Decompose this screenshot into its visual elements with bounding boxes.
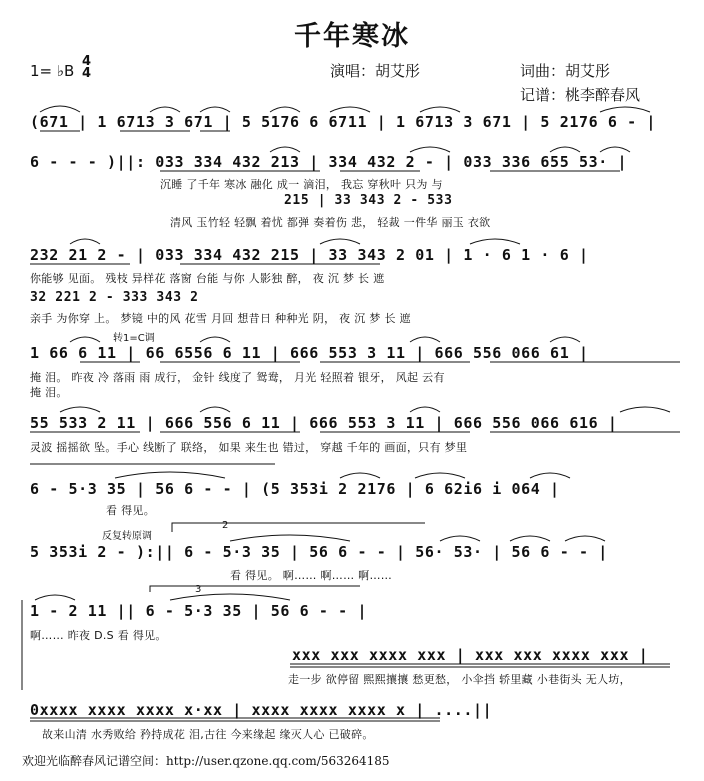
slur <box>70 239 100 244</box>
slur <box>200 337 230 342</box>
singer-credit: 演唱：胡艾彤 <box>330 62 421 80</box>
slur <box>620 407 670 412</box>
slur <box>600 107 650 112</box>
transcriber-credit: 记谱：桃李醉春风 <box>520 86 641 104</box>
lyrics-row-2b: 清风 玉竹轻 轻飘 着忧 都弹 奏着伤 悲， 轻裁 一件华 丽玉 衣欲 <box>170 216 491 229</box>
volta-2-label: 2 <box>222 520 229 531</box>
lyrics-row-5: 灵波 摇摇欲 坠。手心 线断了 联络， 如果 来生也 错过， 穿越 千年的 画面，只有 梦里 <box>30 441 468 454</box>
slur <box>415 473 465 478</box>
slur <box>115 472 225 478</box>
lyrics-row-7: 看 得见。 啊…… 啊…… 啊…… <box>230 569 393 582</box>
key-change-label: 转1=C调 <box>113 333 155 344</box>
footer-credit: 欢迎光临醉春风记谱空间：http://user.qzone.qq.com/563264185 <box>22 754 390 768</box>
score-row-6: 6 - 5·3 35 | 56 6 - - | (5 353i 2 2176 | 6 62i6 i 064 | <box>30 480 560 498</box>
rap-lyrics-1: 走一步 欲停留 熙熙攘攘 愁更愁， 小伞挡 轿里藏 小巷街头 无人坊， <box>288 673 631 686</box>
slur <box>530 473 570 478</box>
score-row-3: 232 21 2 - | 033 334 432 215 | 33 343 2 01 | 1 · 6 1 · 6 | <box>30 246 589 264</box>
slur <box>150 107 180 112</box>
composer-credit: 词曲：胡艾彤 <box>520 62 611 80</box>
score-row-2: 6 - - - )||: 033 334 432 213 | 334 432 2 - | 033 336 655 53· | <box>30 153 628 171</box>
slur <box>270 107 300 112</box>
score-row-1: (671 | 1 6713 3 671 | 5 5176 6 6711 | 1 6713 3 671 | 5 2176 6 - | <box>30 113 656 131</box>
key-signature: 1= ♭B <box>30 62 75 80</box>
slur <box>230 535 350 541</box>
slur <box>200 107 230 112</box>
slur <box>270 147 300 152</box>
lyrics-row-6: 看 得见。 <box>106 504 155 517</box>
slur <box>510 536 550 541</box>
rap-row-1: xxx xxx xxxx xxx | xxx xxx xxxx xxx | <box>292 646 649 664</box>
score-row-8: 1 - 2 11 || 6 - 5·3 35 | 56 6 - - | <box>30 602 368 620</box>
slur <box>550 147 580 152</box>
slur <box>70 337 100 342</box>
score-row-3b: 32 221 2 - 333 343 2 <box>30 290 199 305</box>
volta-bracket <box>172 523 425 532</box>
slur <box>40 106 80 112</box>
slur <box>565 536 605 541</box>
slur <box>600 147 630 152</box>
slur <box>330 107 370 112</box>
time-signature: 4 4 <box>82 54 92 81</box>
slur <box>550 337 580 342</box>
da-capo-label: 反复转原调 <box>102 531 152 542</box>
slur <box>320 239 360 244</box>
lyrics-row-3b: 亲手 为你穿 上。 梦镜 中的风 花雪 月回 想昔日 种种光 阴， 夜 沉 梦 长 遮 <box>30 312 411 325</box>
score-row-7: 5 353i 2 - ):|| 6 - 5·3 35 | 56 6 - - | 56· 53· | 56 6 - - | <box>30 543 608 561</box>
slur <box>410 147 450 152</box>
slur <box>470 239 520 244</box>
volta-bracket <box>150 586 360 592</box>
slur <box>410 337 440 342</box>
slur <box>410 407 440 412</box>
rap-lyrics-2: 故来山清 水秀败给 矜持成花 泪,古往 今来缘起 缘灭人心 已破碎。 <box>42 728 374 741</box>
volta-3-label: 3 <box>195 584 202 595</box>
lyrics-row-4: 掩 泪。 昨夜 冷 落雨 雨 成行， 金针 线度了 鸳鸯， 月光 轻照着 银牙， 风起 云有 <box>30 371 445 384</box>
slur <box>340 473 380 478</box>
rap-row-2: 0xxxx xxxx xxxx x·xx | xxxx xxxx xxxx x | ....|| <box>30 701 493 719</box>
score-row-5: 55 533 2 11 | 666 556 6 11 | 666 553 3 11 | 666 556 066 616 | <box>30 414 618 432</box>
slur <box>35 595 75 600</box>
slur <box>60 407 100 412</box>
score-row-2b: 215 | 33 343 2 - 533 <box>284 193 453 208</box>
lyrics-row-3: 你能够 见面。 残枝 异样花 落窗 台能 与你 人影独 醉， 夜 沉 梦 长 遮 <box>30 272 385 285</box>
score-row-4: 1 66 6 11 | 66 6556 6 11 | 666 553 3 11 | 666 556 066 61 | <box>30 344 589 362</box>
song-title: 千年寒冰 <box>294 21 410 52</box>
slur <box>170 594 290 600</box>
slur <box>200 407 230 412</box>
lyrics-row-4-alt: 掩 泪。 <box>30 386 68 399</box>
lyrics-row-2: 沉睡 了千年 寒冰 融化 成一 滴泪， 我忘 穿秋叶 只为 与 <box>160 178 443 191</box>
slur <box>420 107 460 112</box>
lyrics-row-8: 啊…… 昨夜 D.S 看 得见。 <box>30 629 167 642</box>
slur <box>440 536 480 541</box>
